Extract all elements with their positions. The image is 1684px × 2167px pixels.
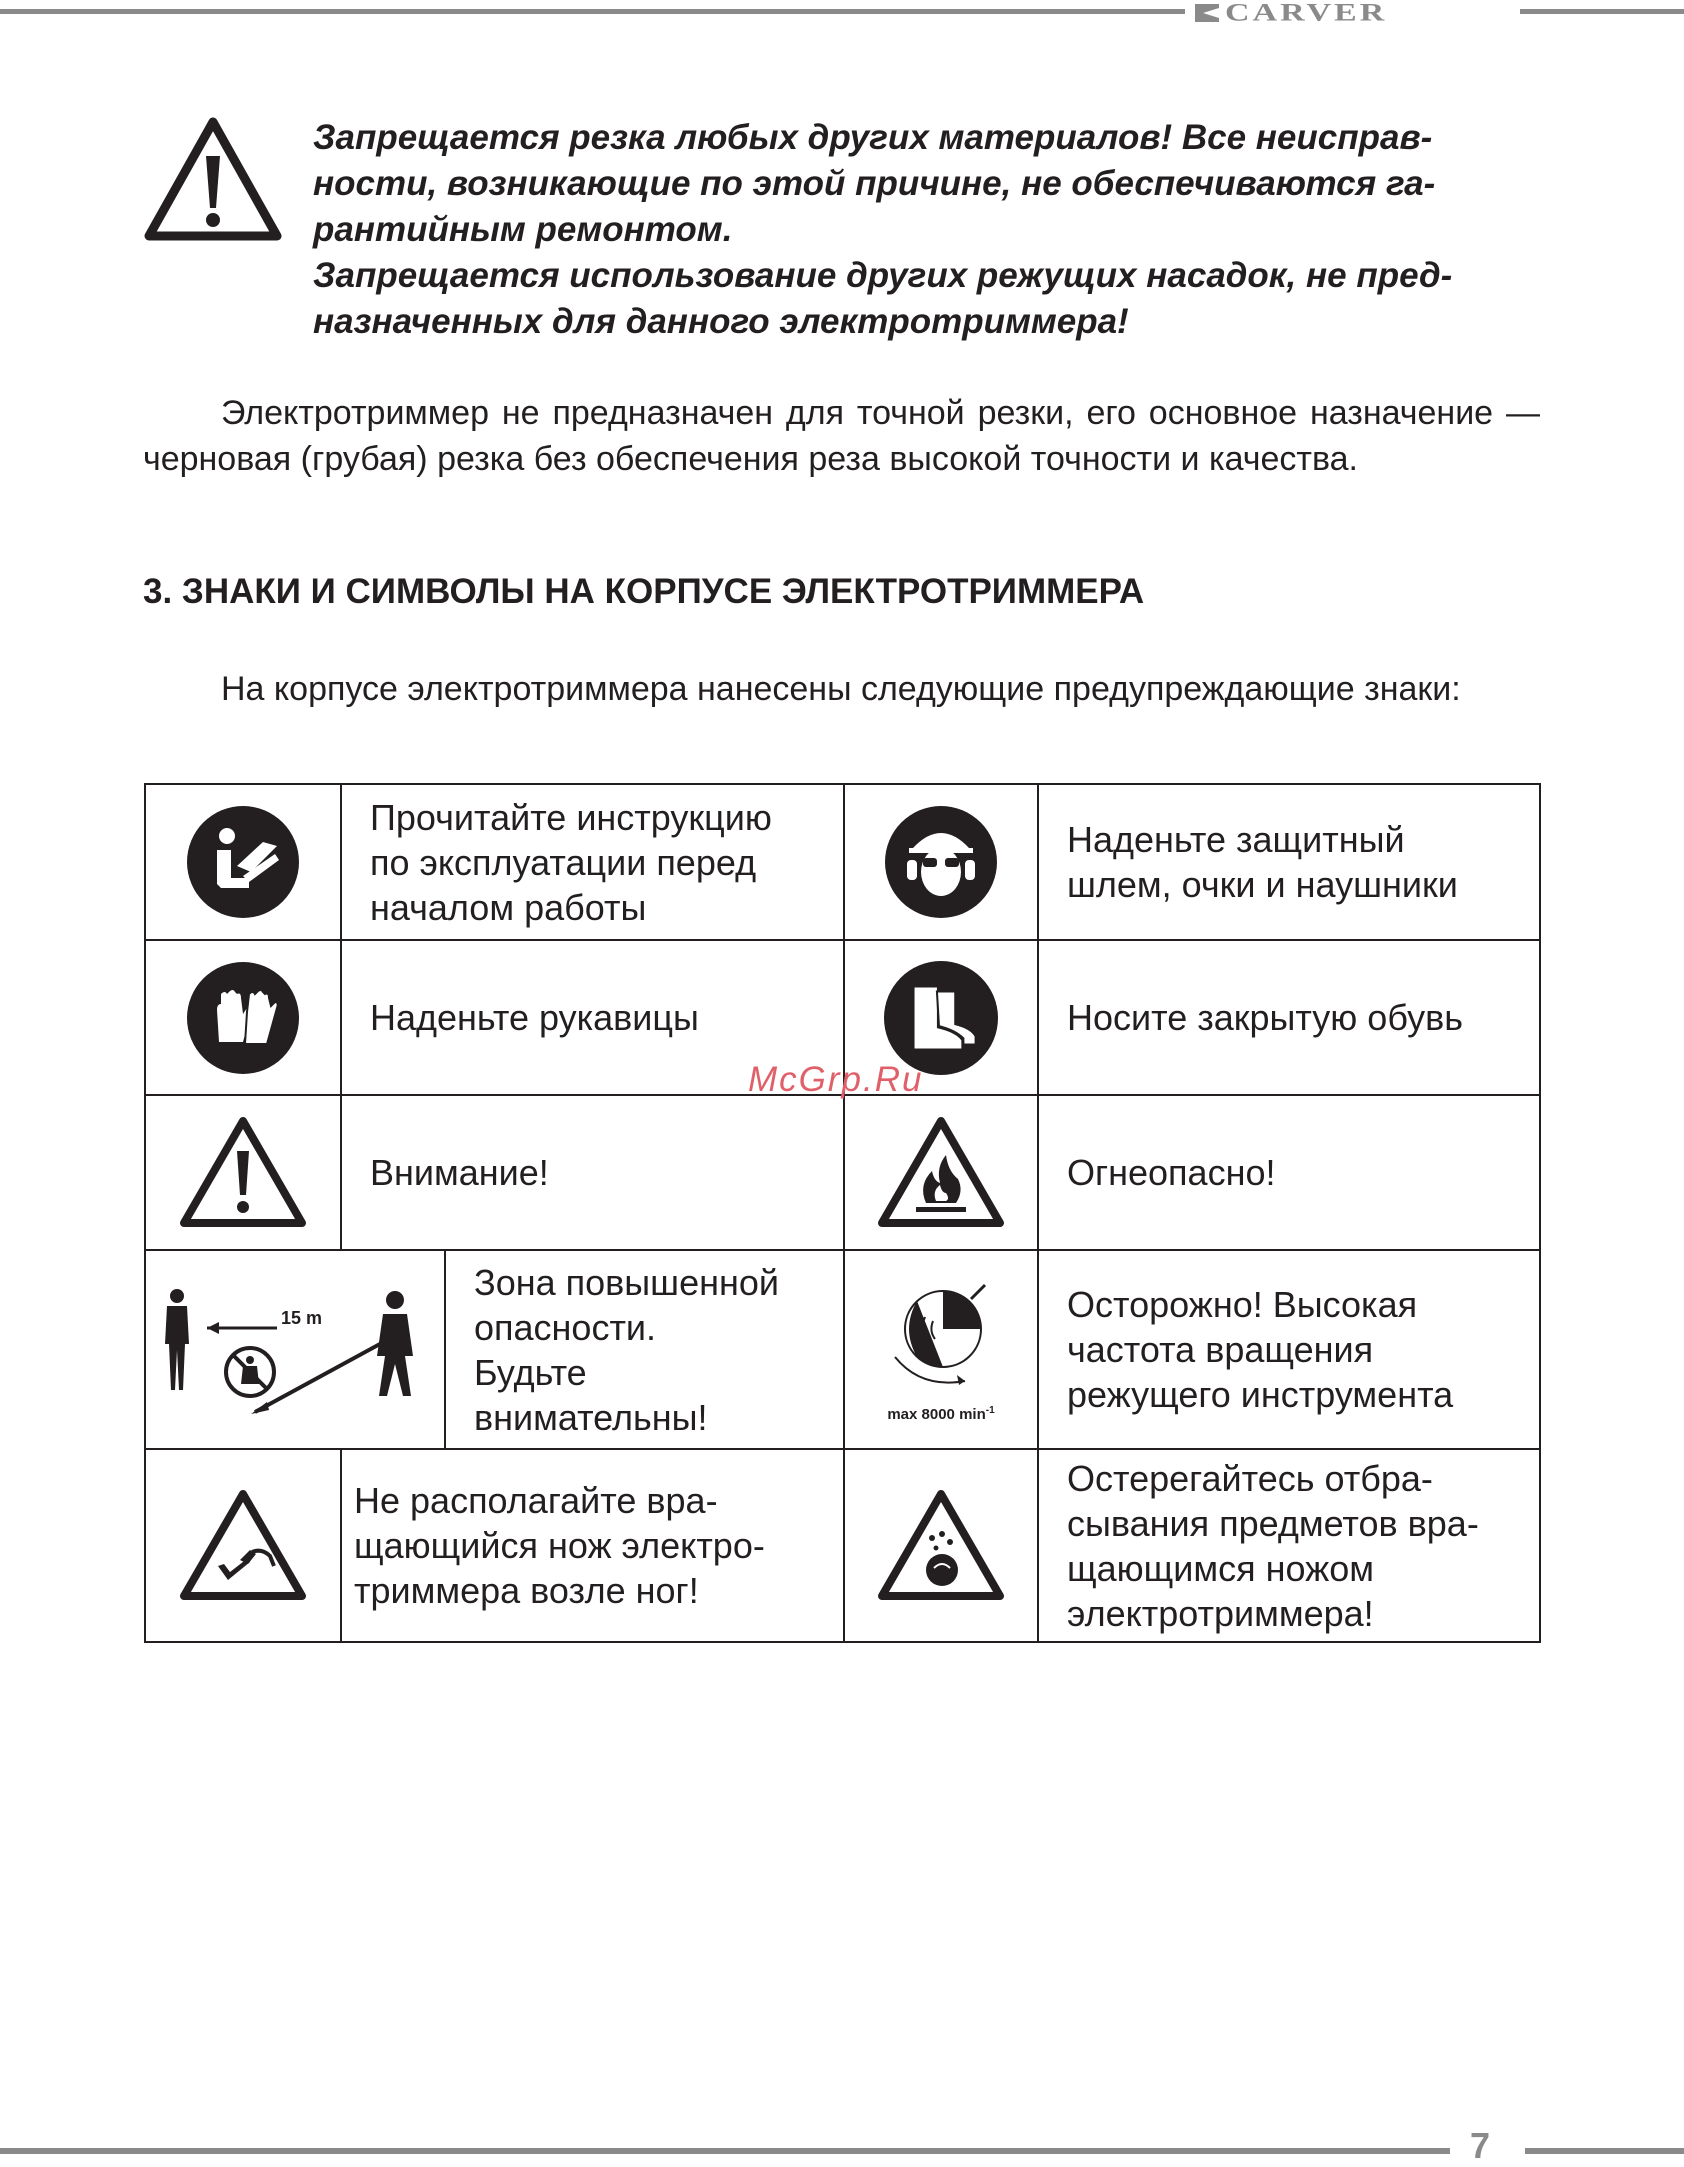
sign-text-line: Носите закрытую обувь	[1067, 997, 1464, 1038]
signs-intro-paragraph	[143, 666, 1540, 712]
page-number: 7	[1470, 2125, 1491, 2166]
sign-text-cell	[1039, 1096, 1539, 1249]
sign-text-line: Не располагайте вра-	[354, 1480, 718, 1521]
sign-icon-cell	[845, 1450, 1037, 1641]
attention-triangle-icon	[178, 1115, 308, 1231]
sign-text-cell	[1039, 785, 1539, 939]
read-manual-icon	[187, 806, 299, 918]
sign-text-line: по эксплуатации перед	[370, 841, 757, 883]
sign-icon-cell	[845, 1096, 1037, 1249]
warning-line: рантийным ремонтом.	[313, 210, 733, 249]
sign-text-line: внимательны!	[474, 1396, 708, 1438]
sign-text-line: Внимание!	[370, 1152, 549, 1193]
sign-text-line: Будьте	[474, 1351, 587, 1393]
header-rule-right	[1520, 9, 1684, 14]
blade-near-feet-icon	[178, 1488, 308, 1604]
blade-speed-superscript: -1	[985, 1404, 995, 1416]
helmet-goggles-earmuffs-icon	[885, 806, 997, 918]
sign-text-line: Прочитайте инструкцию	[370, 796, 772, 838]
flammable-icon	[876, 1115, 1006, 1231]
sign-icon-cell	[845, 785, 1037, 939]
footer-rule-left	[0, 2148, 1450, 2154]
section-title: 3. ЗНАКИ И СИМВОЛЫ НА КОРПУСЕ ЭЛЕКТРОТРИММЕРА	[143, 572, 1145, 611]
danger-zone-distance: 15 m	[281, 1307, 323, 1328]
thrown-objects-icon	[876, 1488, 1006, 1604]
signs-intro-text: На корпусе электротриммера нанесены следующие предупреждающие знаки:	[221, 670, 1461, 708]
sign-text-cell	[446, 1251, 843, 1448]
sign-text-cell	[342, 1096, 843, 1249]
sign-text-cell	[342, 785, 843, 939]
sign-text-line: Осторожно! Высокая	[1067, 1284, 1418, 1325]
boots-icon	[884, 961, 998, 1075]
sign-text-line: щающийся нож электро-	[354, 1525, 765, 1566]
sign-text-line: режущего инструмента	[1067, 1374, 1454, 1415]
warning-triangle-icon	[143, 116, 283, 244]
sign-icon-cell	[146, 785, 340, 939]
sign-text-line: Огнеопасно!	[1067, 1152, 1276, 1193]
sign-text-line: Зона повышенной	[474, 1261, 779, 1303]
watermark: McGrp.Ru	[748, 1060, 924, 1099]
sign-text-line: началом работы	[370, 886, 647, 928]
brand-logo	[1195, 0, 1387, 26]
sign-text-cell	[1039, 1251, 1539, 1448]
sign-text-line: Остерегайтесь отбра-	[1067, 1457, 1433, 1499]
warning-line: Запрещается использование других режущих насадок, не пред-	[313, 256, 1453, 295]
carver-logo-icon	[1195, 4, 1219, 22]
sign-icon-cell	[146, 1096, 340, 1249]
gloves-icon	[187, 962, 299, 1074]
sign-text-line: частота вращения	[1067, 1329, 1374, 1370]
sign-text-line: электротриммера!	[1067, 1592, 1374, 1634]
warning-line: назначенных для данного электротриммера!	[313, 302, 1129, 341]
sign-text-line: триммера возле ног!	[354, 1570, 699, 1611]
sign-icon-cell	[845, 1251, 1037, 1448]
sign-text-line: щающимся ножом	[1067, 1547, 1374, 1589]
footer-rule-right	[1525, 2148, 1684, 2154]
intro-paragraph-text: Электротриммер не предназначен для точной резки, его основное назначение — черновая (грубая) резка без обеспечения реза высокой точности и качества.	[143, 394, 1540, 478]
brand-name: CARVER	[1225, 0, 1388, 27]
sign-text-line: Наденьте рукавицы	[370, 997, 699, 1038]
sign-text-line: сывания предметов вра-	[1067, 1502, 1479, 1544]
sign-icon-cell	[146, 941, 340, 1094]
blade-speed-label	[887, 1405, 994, 1423]
sign-icon-cell	[146, 1450, 340, 1641]
sign-text-cell	[1039, 1450, 1539, 1641]
sign-text-line: опасности.	[474, 1306, 657, 1348]
danger-zone-icon	[155, 1280, 435, 1420]
header-rule-left	[0, 9, 1185, 14]
sign-text-line: Наденьте защитный	[1067, 819, 1405, 860]
rotating-blade-icon	[881, 1277, 1001, 1403]
sign-text-cell	[342, 1450, 843, 1641]
warning-text	[313, 115, 1543, 345]
sign-text-line: шлем, очки и наушники	[1067, 864, 1458, 905]
intro-paragraph	[143, 390, 1540, 482]
warning-line: Запрещается резка любых других материалов! Все неисправ-	[313, 118, 1433, 157]
signs-table	[144, 783, 1541, 1643]
sign-icon-cell	[146, 1251, 444, 1448]
sign-text-cell	[1039, 941, 1539, 1094]
blade-speed-text: max 8000 min	[887, 1405, 986, 1423]
warning-line: ности, возникающие по этой причине, не обеспечиваются га-	[313, 164, 1436, 203]
